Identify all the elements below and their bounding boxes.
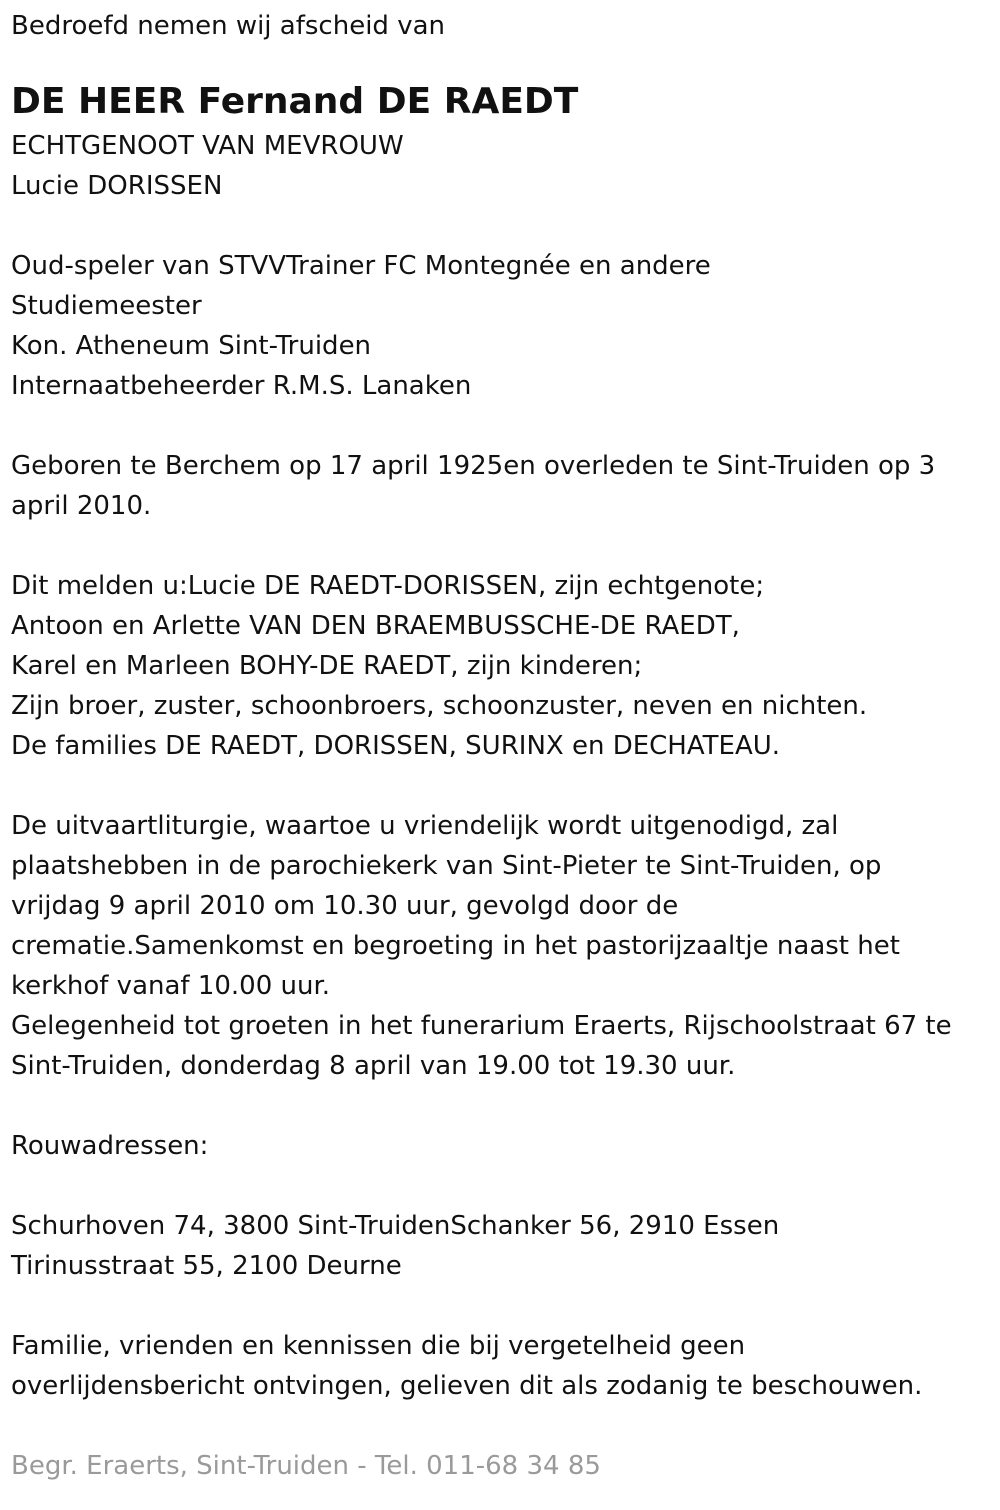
spacer — [11, 1166, 992, 1206]
funeral-line: crematie.Samenkomst en begroeting in het pastorijzaaltje naast het — [11, 931, 900, 961]
notice-line: overlijdensbericht ontvingen, gelieven dit als zodanig te beschouwen. — [11, 1371, 923, 1401]
spacer — [11, 766, 992, 806]
birth-death-line: april 2010. — [11, 491, 152, 521]
spacer — [11, 1286, 992, 1326]
career-line: Oud-speler van STVVTrainer FC Montegnée en andere — [11, 251, 711, 281]
birth-death-section — [11, 446, 992, 526]
funeral-home-footer: Begr. Eraerts, Sint-Truiden - Tel. 011-68 34 85 — [11, 1451, 601, 1481]
family-line: Zijn broer, zuster, schoonbroers, schoonzuster, neven en nichten. — [11, 691, 868, 721]
spacer — [11, 526, 992, 566]
notice-line: Familie, vrienden en kennissen die bij vergetelheid geen — [11, 1331, 746, 1361]
spacer — [11, 1406, 992, 1446]
family-section — [11, 566, 992, 766]
funeral-section — [11, 806, 992, 1086]
spacer — [11, 406, 992, 446]
family-line: Antoon en Arlette VAN DEN BRAEMBUSSCHE-DE RAEDT, — [11, 611, 740, 641]
spouse-line: Lucie DORISSEN — [11, 171, 223, 201]
spouse-line: ECHTGENOOT VAN MEVROUW — [11, 131, 404, 161]
family-line: De families DE RAEDT, DORISSEN, SURINX en DECHATEAU. — [11, 731, 781, 761]
career-line: Studiemeester — [11, 291, 202, 321]
spacer — [11, 206, 992, 246]
intro-text: Bedroefd nemen wij afscheid van — [11, 11, 445, 41]
family-line: Karel en Marleen BOHY-DE RAEDT, zijn kinderen; — [11, 651, 643, 681]
spacer — [11, 46, 992, 78]
address-line: Tirinusstraat 55, 2100 Deurne — [11, 1251, 402, 1281]
family-line: Dit melden u:Lucie DE RAEDT-DORISSEN, zijn echtgenote; — [11, 571, 765, 601]
funeral-line: plaatshebben in de parochiekerk van Sint-Pieter te Sint-Truiden, op — [11, 851, 882, 881]
funeral-line: Sint-Truiden, donderdag 8 april van 19.00 tot 19.30 uur. — [11, 1051, 736, 1081]
spouse-section — [11, 126, 992, 206]
funeral-line: De uitvaartliturgie, waartoe u vriendelijk wordt uitgenodigd, zal — [11, 811, 839, 841]
career-section — [11, 246, 992, 406]
funeral-line: Gelegenheid tot groeten in het funerarium Eraerts, Rijschoolstraat 67 te — [11, 1011, 952, 1041]
career-line: Internaatbeheerder R.M.S. Lanaken — [11, 371, 472, 401]
birth-death-line: Geboren te Berchem op 17 april 1925en overleden te Sint-Truiden op 3 — [11, 451, 936, 481]
funeral-line: vrijdag 9 april 2010 om 10.30 uur, gevolgd door de — [11, 891, 679, 921]
address-line: Schurhoven 74, 3800 Sint-TruidenSchanker 56, 2910 Essen — [11, 1211, 780, 1241]
career-line: Kon. Atheneum Sint-Truiden — [11, 331, 372, 361]
funeral-line: kerkhof vanaf 10.00 uur. — [11, 971, 331, 1001]
deceased-name: DE HEER Fernand DE RAEDT — [11, 81, 579, 122]
addresses-heading: Rouwadressen: — [11, 1131, 209, 1161]
addresses-section — [11, 1206, 992, 1286]
notice-section — [11, 1326, 992, 1406]
spacer — [11, 1086, 992, 1126]
